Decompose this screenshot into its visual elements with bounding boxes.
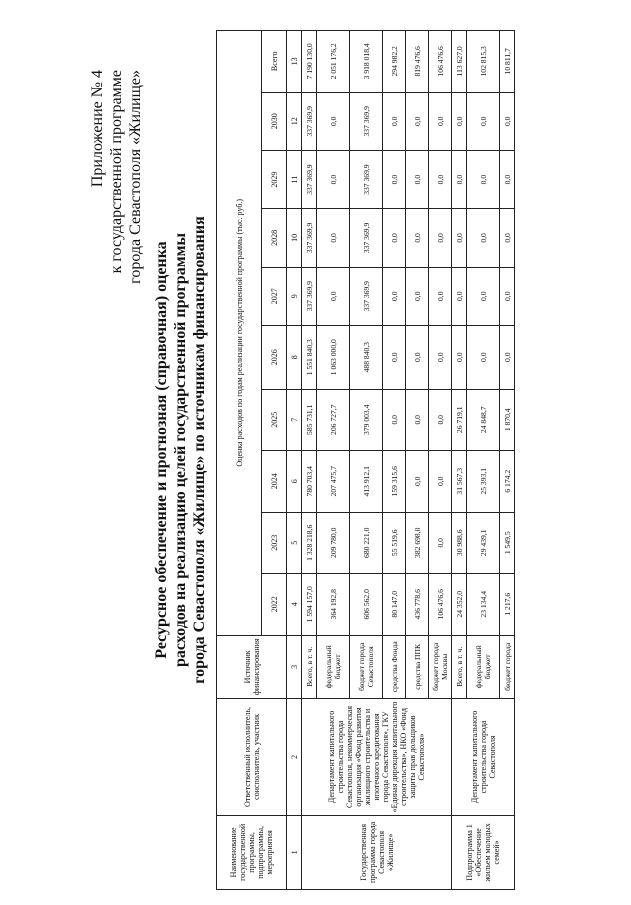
value-cell: 337 369,9 [302, 267, 317, 325]
subprogram-name: Подпрограмма 1 «Обеспечение жильем молодых семей» [452, 815, 515, 889]
value-cell: 364 192,8 [317, 574, 350, 636]
value-cell: 0,0 [406, 389, 429, 451]
appendix-line-2: к государственной программе [108, 70, 125, 274]
header-year: 2030 [262, 92, 287, 150]
funding-source: бюджет города Москвы [429, 635, 452, 699]
program-name: Государственная программа города Севастополя «Жилище» [302, 815, 452, 889]
funding-source: бюджет города Севастополя [350, 635, 383, 699]
value-cell: 0,0 [467, 325, 500, 389]
value-cell: 0,0 [383, 389, 406, 451]
value-cell: 337 369,9 [350, 209, 383, 267]
value-cell: 337 369,9 [302, 150, 317, 208]
value-cell: 6 174,2 [500, 451, 515, 513]
header-estimate: Оценка расходов по годам реализации государственной программы (тыс. руб.) [217, 31, 262, 636]
value-cell: 0,0 [429, 389, 452, 451]
total-cell: 102 815,3 [467, 31, 500, 93]
total-cell: 113 627,0 [452, 31, 467, 93]
value-cell: 337 369,9 [350, 150, 383, 208]
funding-source: бюджет города [500, 635, 515, 699]
header-year: 2025 [262, 389, 287, 451]
total-cell: 10 811,7 [500, 31, 515, 93]
value-cell: 379 003,4 [350, 389, 383, 451]
value-cell: 0,0 [467, 92, 500, 150]
value-cell: 436 778,6 [406, 574, 429, 636]
value-cell: 0,0 [429, 512, 452, 574]
value-cell: 0,0 [317, 267, 350, 325]
value-cell: 0,0 [429, 451, 452, 513]
value-cell: 80 147,0 [383, 574, 406, 636]
value-cell: 0,0 [429, 92, 452, 150]
column-number: 1 [287, 815, 302, 889]
value-cell: 0,0 [383, 267, 406, 325]
value-cell: 0,0 [429, 209, 452, 267]
header-year: 2027 [262, 267, 287, 325]
column-number: 2 [287, 699, 302, 816]
value-cell: 0,0 [467, 267, 500, 325]
value-cell: 488 840,3 [350, 325, 383, 389]
column-number: 10 [287, 209, 302, 267]
header-total: Всего [262, 31, 287, 93]
value-cell: 0,0 [383, 150, 406, 208]
header-name: Наименование государственной программы, подпрограммы, мероприятия [217, 815, 287, 889]
value-cell: 680 221,0 [350, 512, 383, 574]
value-cell: 0,0 [317, 150, 350, 208]
total-cell: 294 982,2 [383, 31, 406, 93]
value-cell: 0,0 [383, 325, 406, 389]
value-cell: 0,0 [452, 325, 467, 389]
funding-source: федеральный бюджет [317, 635, 350, 699]
value-cell: 0,0 [429, 150, 452, 208]
value-cell: 0,0 [406, 92, 429, 150]
appendix-line-1: Приложение № 4 [89, 70, 106, 188]
value-cell: 0,0 [406, 325, 429, 389]
program-executor: Департамент капитального строительства города Севастополя, некоммерческая организация «Фонд развития жилищного строительства и ипотечного кредитования города Севастополя», ГКУ «Единая дирекция капитального строительства», НКО «Фонд защиты прав дольщиков Севастополя» [302, 699, 452, 816]
value-cell: 0,0 [406, 150, 429, 208]
value-cell: 106 476,6 [429, 574, 452, 636]
value-cell: 382 698,0 [406, 512, 429, 574]
value-cell: 0,0 [429, 325, 452, 389]
header-year: 2029 [262, 150, 287, 208]
header-executor: Ответственный исполнитель, соисполнитель, участник [217, 699, 287, 816]
header-year: 2028 [262, 209, 287, 267]
value-cell: 0,0 [467, 209, 500, 267]
value-cell: 0,0 [452, 209, 467, 267]
table-row [452, 31, 467, 890]
value-cell: 337 369,9 [302, 209, 317, 267]
value-cell: 337 369,9 [350, 92, 383, 150]
column-number: 9 [287, 267, 302, 325]
value-cell: 413 912,1 [350, 451, 383, 513]
value-cell: 0,0 [500, 209, 515, 267]
value-cell: 0,0 [383, 209, 406, 267]
value-cell: 0,0 [429, 267, 452, 325]
value-cell: 26 719,1 [452, 389, 467, 451]
value-cell: 0,0 [406, 267, 429, 325]
column-number: 11 [287, 150, 302, 208]
value-cell: 1 328 218,6 [302, 512, 317, 574]
value-cell: 0,0 [452, 92, 467, 150]
header-year: 2022 [262, 574, 287, 636]
value-cell: 209 780,0 [317, 512, 350, 574]
appendix-line-3: города Севастополя «Жилище» [127, 70, 144, 284]
value-cell: 0,0 [406, 209, 429, 267]
value-cell: 337 369,9 [350, 267, 383, 325]
column-number: 5 [287, 512, 302, 574]
column-number: 3 [287, 635, 302, 699]
value-cell: 55 519,6 [383, 512, 406, 574]
value-cell: 25 393,1 [467, 451, 500, 513]
funding-source: Всего, в т. ч. [302, 635, 317, 699]
total-cell: 7 190 130,0 [302, 31, 317, 93]
value-cell: 1 217,6 [500, 574, 515, 636]
value-cell: 1 870,4 [500, 389, 515, 451]
column-number: 13 [287, 31, 302, 93]
title-line-2: расходов на реализацию целей государственной программы [172, 233, 189, 667]
title-line-1: Ресурсное обеспечение и прогнозная (справочная) оценка [153, 241, 170, 659]
value-cell: 0,0 [500, 150, 515, 208]
value-cell: 1 063 000,0 [317, 325, 350, 389]
value-cell: 0,0 [500, 92, 515, 150]
value-cell: 30 988,6 [452, 512, 467, 574]
funding-source: федеральный бюджет [467, 635, 500, 699]
value-cell: 0,0 [452, 267, 467, 325]
value-cell: 1 549,5 [500, 512, 515, 574]
funding-source: Всего, в т. ч. [452, 635, 467, 699]
value-cell: 1 594 157,0 [302, 574, 317, 636]
value-cell: 0,0 [317, 92, 350, 150]
value-cell: 159 315,6 [383, 451, 406, 513]
value-cell: 0,0 [406, 451, 429, 513]
column-number: 12 [287, 92, 302, 150]
total-cell: 106 476,6 [429, 31, 452, 93]
value-cell: 0,0 [317, 209, 350, 267]
header-source: Источник финансирования [217, 635, 287, 699]
value-cell: 29 439,1 [467, 512, 500, 574]
value-cell: 0,0 [500, 267, 515, 325]
total-cell: 2 051 176,2 [317, 31, 350, 93]
header-year: 2026 [262, 325, 287, 389]
value-cell: 24 352,0 [452, 574, 467, 636]
funding-source: средства Фонда [383, 635, 406, 699]
value-cell: 780 703,4 [302, 451, 317, 513]
value-cell: 0,0 [383, 92, 406, 150]
table-row [302, 31, 317, 890]
value-cell: 585 731,1 [302, 389, 317, 451]
total-cell: 3 918 018,4 [350, 31, 383, 93]
column-number: 6 [287, 451, 302, 513]
total-cell: 819 476,6 [406, 31, 429, 93]
value-cell: 0,0 [452, 150, 467, 208]
column-number: 4 [287, 574, 302, 636]
subprogram-executor: Департамент капитального строительства города Севастополя [452, 699, 515, 816]
funding-table [216, 30, 515, 890]
value-cell: 0,0 [467, 150, 500, 208]
funding-source: средства ППК [406, 635, 429, 699]
value-cell: 337 369,9 [302, 92, 317, 150]
value-cell: 206 727,7 [317, 389, 350, 451]
value-cell: 606 562,0 [350, 574, 383, 636]
header-year: 2024 [262, 451, 287, 513]
value-cell: 31 567,3 [452, 451, 467, 513]
title-line-3: города Севастополя «Жилище» по источникам финансирования [191, 216, 208, 684]
appendix-header [88, 70, 145, 284]
value-cell: 23 134,4 [467, 574, 500, 636]
document-title [152, 145, 209, 755]
column-number: 7 [287, 389, 302, 451]
value-cell: 207 475,7 [317, 451, 350, 513]
value-cell: 1 551 840,3 [302, 325, 317, 389]
value-cell: 0,0 [500, 325, 515, 389]
value-cell: 24 848,7 [467, 389, 500, 451]
header-year: 2023 [262, 512, 287, 574]
column-number: 8 [287, 325, 302, 389]
